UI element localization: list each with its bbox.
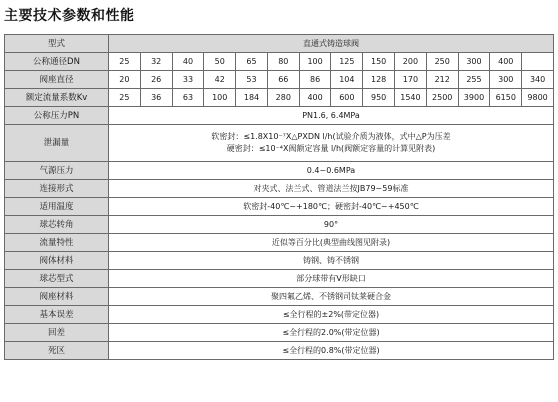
table-cell: 20 — [109, 71, 141, 89]
row-label: 适用温度 — [5, 198, 109, 216]
table-cell: 63 — [172, 89, 204, 107]
table-row — [5, 198, 554, 216]
row-label: 基本误差 — [5, 306, 109, 324]
table-row — [5, 252, 554, 270]
table-cell: 40 — [172, 53, 204, 71]
table-cell: 104 — [331, 71, 363, 89]
row-value: 聚四氟乙烯、不锈钢司钛莱硬合金 — [109, 288, 554, 306]
table-header-row — [5, 35, 554, 53]
table-row — [5, 180, 554, 198]
table-cell: 36 — [140, 89, 172, 107]
table-cell: 600 — [331, 89, 363, 107]
table-cell: 150 — [363, 53, 395, 71]
table-cell: 53 — [236, 71, 268, 89]
table-cell: 280 — [267, 89, 299, 107]
row-value: 部分球带有V形缺口 — [109, 270, 554, 288]
table-cell: 250 — [426, 53, 458, 71]
row-label: 泄漏量 — [5, 125, 109, 162]
row-value: 0.4~0.6MPa — [109, 162, 554, 180]
table-cell: 32 — [140, 53, 172, 71]
table-cell: 100 — [204, 89, 236, 107]
table-row — [5, 162, 554, 180]
table-cell: 86 — [299, 71, 331, 89]
table-cell — [522, 53, 554, 71]
table-row — [5, 107, 554, 125]
row-label: 气源压力 — [5, 162, 109, 180]
table-row — [5, 71, 554, 89]
table-row — [5, 306, 554, 324]
table-cell: 9800 — [522, 89, 554, 107]
row-value: ≤全行程的2.0%(带定位器) — [109, 324, 554, 342]
table-cell: 300 — [490, 71, 522, 89]
table-cell: 65 — [236, 53, 268, 71]
table-cell: 3900 — [458, 89, 490, 107]
row-label: 死区 — [5, 342, 109, 360]
table-cell: 33 — [172, 71, 204, 89]
row-value: ≤全行程的0.8%(带定位器) — [109, 342, 554, 360]
table-cell: 950 — [363, 89, 395, 107]
table-cell: 184 — [236, 89, 268, 107]
table-cell: 400 — [490, 53, 522, 71]
table-row — [5, 234, 554, 252]
row-value: ≤全行程的±2%(带定位器) — [109, 306, 554, 324]
table-cell: 42 — [204, 71, 236, 89]
row-label: 公称压力PN — [5, 107, 109, 125]
table-cell: 25 — [109, 89, 141, 107]
table-cell: 300 — [458, 53, 490, 71]
row-label: 回差 — [5, 324, 109, 342]
row-value: 软密封-40℃~+180℃；硬密封-40℃~+450℃ — [109, 198, 554, 216]
row-label: 阀座直径 — [5, 71, 109, 89]
table-cell: 25 — [109, 53, 141, 71]
table-row — [5, 125, 554, 162]
table-cell: 125 — [331, 53, 363, 71]
row-value: 铸钢、铸不锈钢 — [109, 252, 554, 270]
table-row — [5, 53, 554, 71]
table-cell: 1540 — [395, 89, 427, 107]
table-row — [5, 270, 554, 288]
table-cell: 66 — [267, 71, 299, 89]
row-value-line: 硬密封：≤10⁻⁴X阀额定容量 l/h(阀额定容量的计算见附表) — [226, 144, 436, 153]
table-row — [5, 288, 554, 306]
row-value: 近似等百分比(典型曲线图见附录) — [109, 234, 554, 252]
table-row — [5, 324, 554, 342]
page-title: 主要技术参数和性能 — [4, 8, 135, 24]
table-cell: 200 — [395, 53, 427, 71]
table-cell: 50 — [204, 53, 236, 71]
table-cell: 2500 — [426, 89, 458, 107]
row-label: 公称通径DN — [5, 53, 109, 71]
header-label: 型式 — [5, 35, 109, 53]
row-label: 阀体材料 — [5, 252, 109, 270]
row-value — [109, 125, 554, 162]
table-cell: 212 — [426, 71, 458, 89]
table-cell: 340 — [522, 71, 554, 89]
row-value-line: 软密封：≤1.8X10⁻⁷X△PXDN l/h(试验介质为液体，式中△P为压差 — [211, 132, 451, 141]
row-value: 对夹式、法兰式、管道法兰按JB79~59标准 — [109, 180, 554, 198]
table-row — [5, 342, 554, 360]
table-cell: 26 — [140, 71, 172, 89]
table-row — [5, 216, 554, 234]
table-cell: 6150 — [490, 89, 522, 107]
table-cell: 80 — [267, 53, 299, 71]
row-label: 连接形式 — [5, 180, 109, 198]
table-row — [5, 89, 554, 107]
table-cell: 400 — [299, 89, 331, 107]
row-value: 90° — [109, 216, 554, 234]
row-label: 球芯型式 — [5, 270, 109, 288]
spec-table — [4, 34, 554, 360]
table-cell: 170 — [395, 71, 427, 89]
table-cell: 255 — [458, 71, 490, 89]
row-label: 球芯转角 — [5, 216, 109, 234]
row-label: 流量特性 — [5, 234, 109, 252]
header-value: 直通式铸造球阀 — [109, 35, 554, 53]
row-value: PN1.6, 6.4MPa — [109, 107, 554, 125]
row-label: 额定流量系数Kv — [5, 89, 109, 107]
table-cell: 128 — [363, 71, 395, 89]
table-cell: 100 — [299, 53, 331, 71]
row-label: 阀座材料 — [5, 288, 109, 306]
